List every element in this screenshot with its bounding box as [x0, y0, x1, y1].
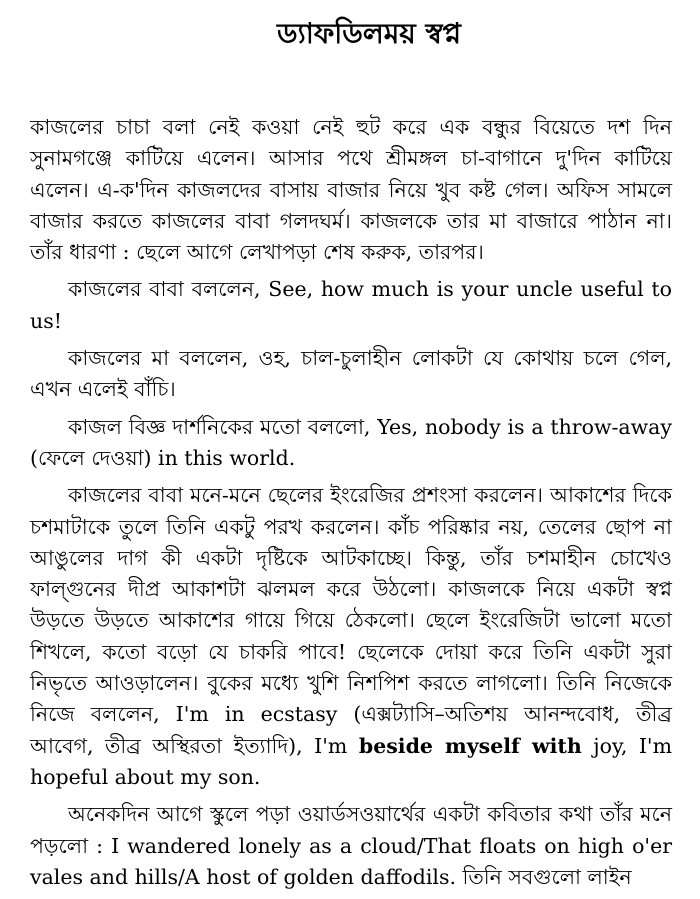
document-page [30, 14, 672, 899]
paragraph-5-text-before: কাজলের বাবা মনে-মনে ছেলের ইংরেজির প্রশংসা করলেন। আকাশের দিকে চশমাটাকে তুলে তিনি একটু পরখ করলেন। কাঁচ পরিষ্কার নয়, তেলের ছোপ না আঙুলের দাগ কী একটা দৃষ্টিকে আটকাচ্ছে। কিন্তু, তাঁর চশমাহীন চোখেও ফাল্গুনের দীপ্র আকাশটা ঝলমল করে উঠলো। কাজলকে নিয়ে একটা স্বপ্ন উড়তে উড়তে আকাশের গায়ে গিয়ে ঠেকলো। ছেলে ইংরেজিটা ভালো মতো শিখলে, কতো বড়ো যে চাকরি পাবে! ছেলেকে দোয়া করে তিনি একটা সুরা নিভৃতে আওড়ালেন। বুকের মধ্যে খুশি নিশপিশ করতে লাগলো। তিনি নিজেকে নিজে বললেন, I'm in ecstasy (এক্সট্যাসি–অতিশয় আনন্দবোধ, তীব্র আবেগ, তীব্র অস্থিরতা ইত্যাদি), I'm [30, 483, 672, 758]
paragraph-4: কাজল বিজ্ঞ দার্শনিকের মতো বললো, Yes, nobody is a throw-away (ফেলে দেওয়া) in this world. [30, 414, 672, 470]
paragraph-5-text-after: joy, I'm hopeful about my son. [30, 733, 673, 789]
paragraph-1: কাজলের চাচা বলা নেই কওয়া নেই হুট করে এক বন্ধুর বিয়েতে দশ দিন সুনামগঞ্জে কাটিয়ে এলেন। আসার পথে শ্রীমঙ্গল চা-বাগানে দু'দিন কাটিয়ে এলেন। এ-ক'দিন কাজলদের বাসায় বাজার নিয়ে খুব কষ্ট গেল। অফিস সামলে বাজার করতে কাজলের বাবা গলদঘর্ম। কাজলকে তার মা বাজারে পাঠান না। তাঁর ধারণা : ছেলে আগে লেখাপড়া শেষ করুক, তারপর। [30, 115, 672, 265]
paragraph-3: কাজলের মা বললেন, ওহ, চাল-চুলাহীন লোকটা যে কোথায় চলে গেল, এখন এলেই বাঁচি। [30, 346, 672, 402]
page-title: ড্যাফডিলময় স্বপ্ন [276, 17, 462, 50]
paragraph-5-bold-phrase: beside myself with [358, 733, 582, 758]
paragraph-2: কাজলের বাবা বললেন, See, how much is your uncle useful to us! [30, 277, 672, 333]
paragraph-6: অনেকদিন আগে স্কুলে পড়া ওয়ার্ডসওয়ার্থের একটা কবিতার কথা তাঁর মনে পড়লো : I wandered lonely as a cloud/That floats on high o'er vales and hills/A host of golden daffodils. তিনি সবগুলো লাইন [30, 802, 672, 889]
paragraph-5 [30, 480, 672, 793]
